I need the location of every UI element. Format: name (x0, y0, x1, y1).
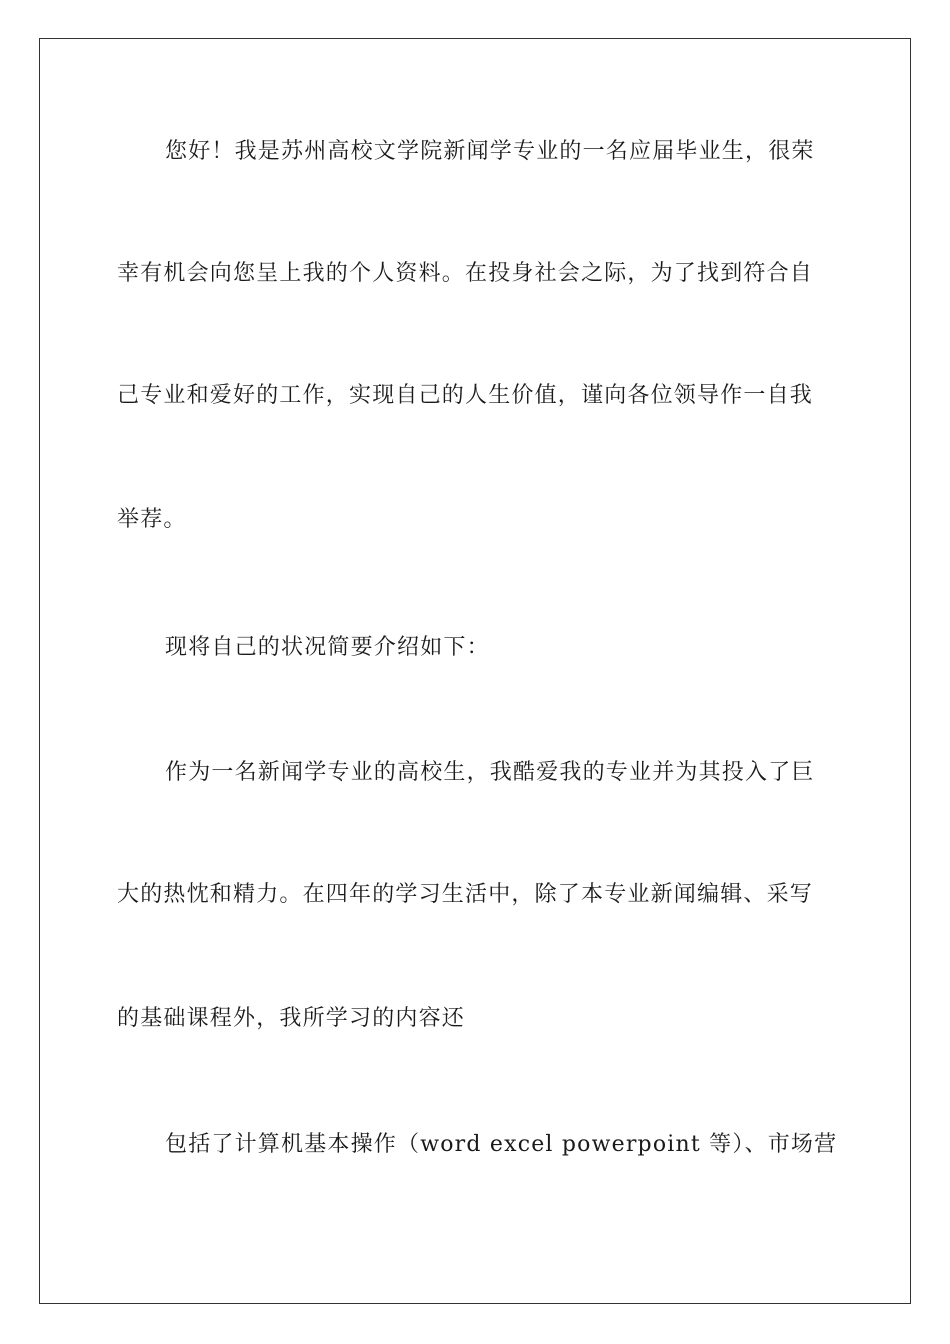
paragraph-3-line-1: 作为一名新闻学专业的高校生，我酷爱我的专业并为其投入了巨 (165, 760, 815, 785)
paragraph-1-line-2: 幸有机会向您呈上我的个人资料。在投身社会之际，为了找到符合自 (117, 261, 814, 286)
paragraph-3-line-3: 的基础课程外，我所学习的内容还 (117, 1006, 466, 1031)
paragraph-1-line-3: 己专业和爱好的工作，实现自己的人生价值，谨向各位领导作一自我 (117, 383, 814, 408)
paragraph-1-line-4: 举荐。 (117, 507, 187, 532)
paragraph-1-line-1: 您好！我是苏州高校文学院新闻学专业的一名应届毕业生，很荣 (165, 139, 815, 164)
paragraph-2-line-1: 现将自己的状况简要介绍如下： (165, 635, 490, 660)
page-frame (39, 38, 911, 1304)
paragraph-3-line-2: 大的热忱和精力。在四年的学习生活中，除了本专业新闻编辑、采写 (117, 882, 814, 907)
paragraph-4-line-1: 包括了计算机基本操作（word excel powerpoint 等）、市场营 (165, 1132, 838, 1157)
